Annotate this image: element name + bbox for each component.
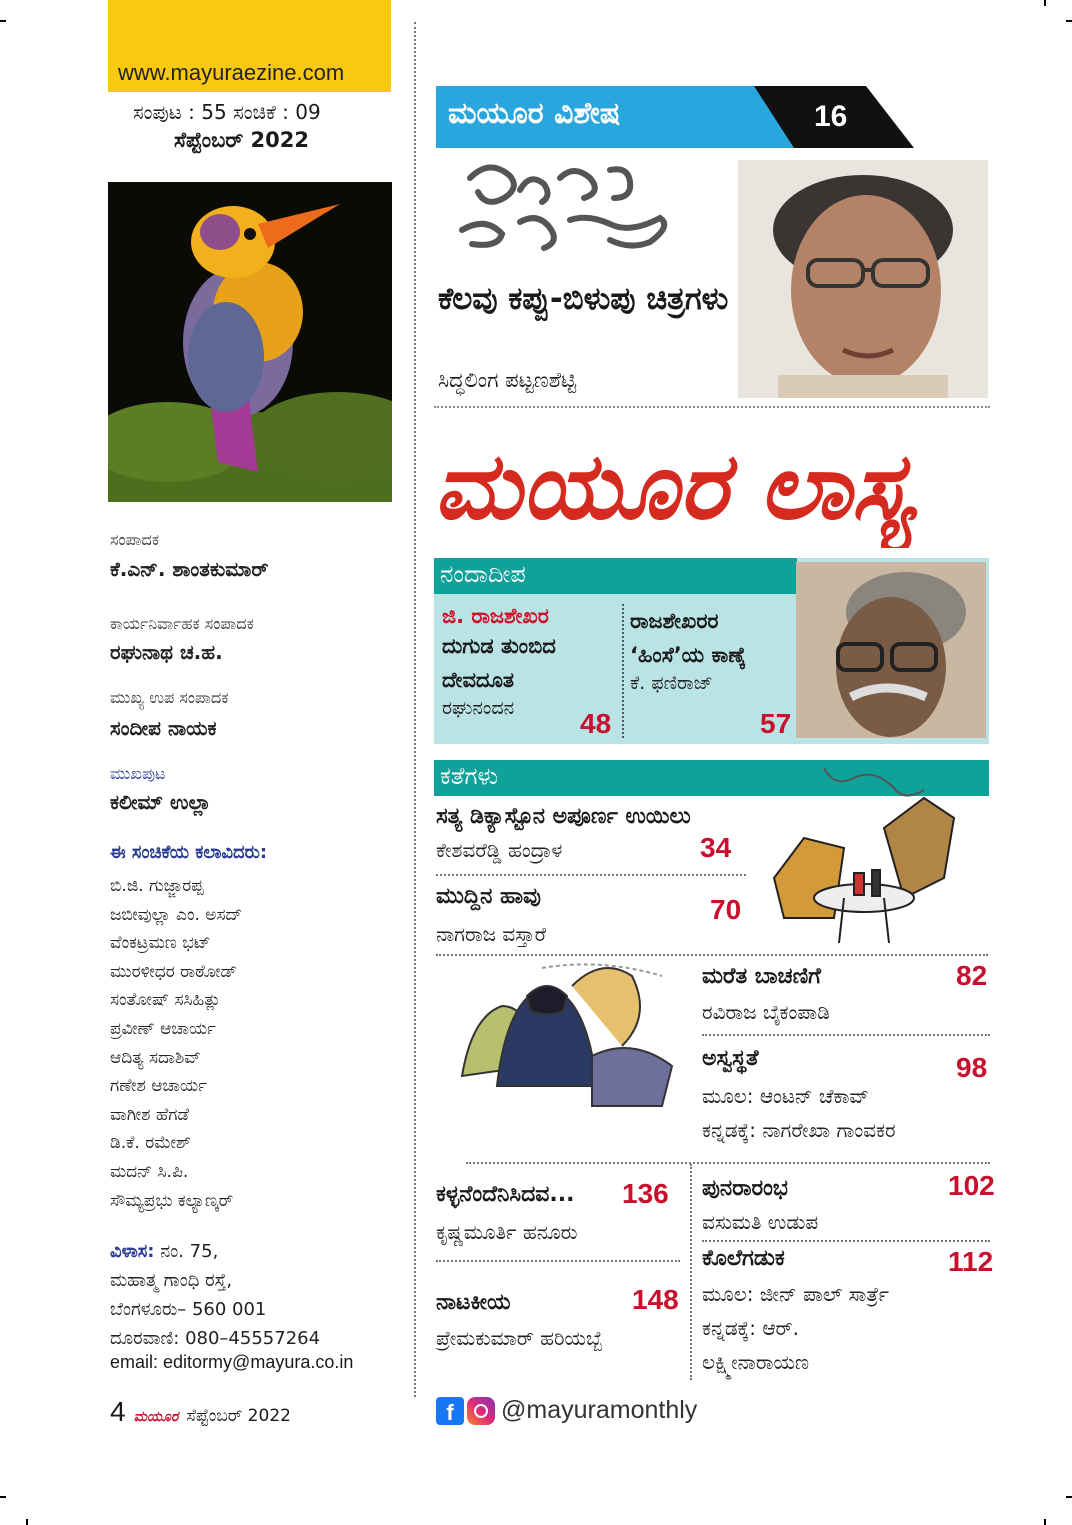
page-number[interactable]: 148 xyxy=(632,1284,679,1315)
social-links xyxy=(436,1396,697,1425)
volume-issue: ಸಂಪುಟ : 55 ಸಂಚಿಕೆ : 09 xyxy=(133,100,321,124)
website-link[interactable]: www.mayuraezine.com xyxy=(118,60,345,85)
chief-subeditor-role: ಮುಖ್ಯ ಉಪ ಸಂಪಾದಕ xyxy=(110,688,229,707)
divider xyxy=(466,1162,990,1164)
artists-heading: ಈ ಸಂಚಿಕೆಯ ಕಲಾವಿದರು: xyxy=(110,842,268,863)
feature-title[interactable]: ಕೆಲವು ಕಪ್ಪು-ಬಿಳುಪು ಚಿತ್ರಗಳು xyxy=(438,281,729,317)
email-label: email: xyxy=(110,1352,159,1372)
divider xyxy=(690,1164,692,1380)
address-block xyxy=(110,1237,320,1353)
stories-heading: ಕತೆಗಳು xyxy=(434,760,989,796)
issue-date: ಸೆಪ್ಟೆಂಬರ್ 2022 xyxy=(174,128,309,152)
nandadeepa-article-right[interactable] xyxy=(630,604,746,694)
smoking-illustration xyxy=(744,758,990,950)
page-number[interactable]: 98 xyxy=(956,1052,988,1083)
crop-mark xyxy=(1066,1496,1072,1498)
crop-mark xyxy=(1066,20,1072,22)
story-title[interactable]: ನಾಟಕೀಯ xyxy=(436,1290,511,1315)
page-number[interactable]: 48 xyxy=(580,708,612,739)
burqa-illustration xyxy=(442,956,692,1108)
crop-mark xyxy=(1044,0,1046,6)
story-title[interactable]: ಅಸ್ವಸ್ಥತೆ xyxy=(702,1046,759,1071)
list-item: ವಾಗೀಶ ಹೆಗಡೆ xyxy=(110,1104,189,1125)
email-line xyxy=(110,1352,353,1373)
story-author: ನಾಗರಾಜ ವಸ್ತಾರೆ xyxy=(436,922,547,946)
special-page-number[interactable]: 16 xyxy=(814,100,848,133)
instagram-icon[interactable] xyxy=(467,1397,495,1425)
page-number[interactable]: 70 xyxy=(710,894,742,925)
column-divider xyxy=(414,22,416,1397)
email-link[interactable]: editormy@mayura.co.in xyxy=(163,1352,354,1372)
story-author: ವಸುಮತಿ ಉಡುಪ xyxy=(702,1210,819,1234)
masthead-band xyxy=(108,0,391,92)
address-line: ಬೆಂಗಳೂರು– 560 001 xyxy=(110,1299,267,1320)
crop-mark xyxy=(0,20,6,22)
article-title: ದುಗುಡ ತುಂಬಿದ ದೇವದೂತ xyxy=(442,634,556,692)
story-title[interactable]: ಪುನರಾರಂಭ xyxy=(702,1176,788,1201)
story-translator: ಕನ್ನಡಕ್ಕೆ: ಆರ್. xyxy=(702,1316,799,1340)
story-title[interactable]: ಮುದ್ದಿನ ಹಾವು xyxy=(436,884,541,909)
crop-mark xyxy=(0,1496,6,1498)
editor-role: ಸಂಪಾದಕ xyxy=(110,530,160,549)
list-item: ಗಣೇಶ ಆಚಾರ್ಯ xyxy=(110,1076,208,1097)
logo-text: ಮಯೂರ ಲಾಸ್ಯ xyxy=(434,433,914,540)
divider xyxy=(702,1034,990,1036)
page-number[interactable]: 136 xyxy=(622,1178,669,1209)
special-section-header xyxy=(436,86,910,148)
magazine-logo: ಮಯೂರ xyxy=(133,1409,179,1425)
address-line: ಮಹಾತ್ಮ ಗಾಂಧಿ ರಸ್ತೆ, xyxy=(110,1270,233,1291)
cover-photo-kingfisher xyxy=(108,182,392,502)
divider xyxy=(702,1240,990,1242)
list-item: ಮುರಳೀಧರ ರಾಠೋಡ್ xyxy=(110,961,237,982)
story-author: ಮೂಲ: ಜೀನ್ ಪಾಲ್ ಸಾರ್ತ್ರೆ xyxy=(702,1282,889,1306)
footer-date: ಸೆಪ್ಟೆಂಬರ್ 2022 xyxy=(186,1406,291,1426)
feature-author: ಸಿದ್ಧಲಿಂಗ ಪಟ್ಟಣಶೆಟ್ಟಿ xyxy=(438,368,577,392)
article-title: ರಾಜಶೇಖರರ xyxy=(630,609,719,633)
page-number: 4 xyxy=(110,1396,126,1427)
list-item: ಡಿ.ಕೆ. ರಮೇಶ್ xyxy=(110,1133,191,1154)
page-number[interactable]: 82 xyxy=(956,960,988,991)
page-number[interactable]: 102 xyxy=(948,1170,995,1201)
nandadeepa-section xyxy=(434,558,989,744)
exec-editor-role: ಕಾರ್ಯನಿರ್ವಾಹಕ ಸಂಪಾದಕ xyxy=(110,614,254,633)
story-author: ಮೂಲ: ಆಂಟನ್ ಚೆಕಾವ್ xyxy=(702,1084,869,1108)
artists-list xyxy=(110,872,242,1215)
divider xyxy=(434,406,990,408)
article-subject: ಜಿ. ರಾಜಶೇಖರ xyxy=(442,604,549,628)
editor-name: ಕೆ.ಎನ್. ಶಾಂತಕುಮಾರ್ xyxy=(110,557,269,581)
phone-number: ದೂರವಾಣಿ: 080–45557264 xyxy=(110,1328,321,1349)
nandadeepa-article-left[interactable] xyxy=(442,604,622,719)
story-translator: ಲಕ್ಷ್ಮೀನಾರಾಯಣ xyxy=(702,1350,810,1374)
divider xyxy=(436,874,746,876)
list-item: ವೆಂಕಟ್ರಮಣ ಭಟ್ xyxy=(110,933,211,954)
divider xyxy=(622,604,624,738)
portrait-photo xyxy=(796,562,986,738)
crop-mark xyxy=(26,1519,28,1525)
facebook-icon[interactable]: f xyxy=(436,1397,464,1425)
article-title: ‘ಹಿಂಸೆ’ಯ ಕಾಣ್ಕೆ xyxy=(630,643,746,667)
list-item: ಬಿ.ಜಿ. ಗುಜ್ಜಾರಪ್ಪ xyxy=(110,876,204,896)
mayura-lasya-logo xyxy=(434,418,989,548)
list-item: ಜಬೀವುಲ್ಲಾ ಎಂ. ಅಸದ್ xyxy=(110,904,243,925)
address-line: ನಂ. 75, xyxy=(160,1241,219,1262)
page-number[interactable]: 34 xyxy=(700,832,732,863)
article-author: ರಘುನಂದನ xyxy=(442,697,515,719)
portrait-photo xyxy=(738,160,988,398)
list-item: ಆದಿತ್ಯ ಸದಾಶಿವ್ xyxy=(110,1047,201,1068)
story-author: ಕೇಶವರೆಡ್ಡಿ ಹಂದ್ರಾಳ xyxy=(436,838,563,862)
story-author: ರವಿರಾಜ ಬೈಕಂಪಾಡಿ xyxy=(702,1000,830,1024)
chief-subeditor-name: ಸಂದೀಪ ನಾಯಕ xyxy=(110,716,217,740)
page-number[interactable]: 112 xyxy=(948,1246,994,1277)
story-title[interactable]: ಕೊಲೆಗಡುಕ xyxy=(702,1246,785,1271)
story-author: ಕೃಷ್ಣಮೂರ್ತಿ ಹನೂರು xyxy=(436,1220,578,1244)
exec-editor-name: ರಘುನಾಥ ಚ.ಹ. xyxy=(110,640,223,664)
cover-role: ಮುಖಪುಟ xyxy=(110,764,166,783)
story-translator: ಕನ್ನಡಕ್ಕೆ: ನಾಗರೇಖಾ ಗಾಂವಕರ xyxy=(702,1118,896,1142)
story-title[interactable]: ಕಳ್ಳನೆಂದೆನಿಸಿದವ... xyxy=(436,1182,575,1207)
page-footer xyxy=(110,1396,291,1428)
article-author: ಕೆ. ಫಣಿರಾಜ್ xyxy=(630,672,713,694)
signature-graphic xyxy=(450,150,720,270)
list-item: ಸಂತೋಷ್ ಸಸಿಹಿತ್ಲು xyxy=(110,990,221,1011)
list-item: ಸೌಮ್ಯಪ್ರಭು ಕಲ್ಯಾಣ್ಕರ್ xyxy=(110,1190,234,1211)
page-number[interactable]: 57 xyxy=(760,708,792,739)
cover-artist-name: ಕಲೀಮ್ ಉಲ್ಲಾ xyxy=(110,790,211,814)
address-label: ವಿಳಾಸ: xyxy=(110,1241,155,1262)
story-title[interactable]: ಸತ್ಯ ಡಿಕ್ಯಾಸ್ಟೊನ ಅಪೂರ್ಣ ಉಯಿಲು xyxy=(436,804,691,829)
list-item: ಪ್ರವೀಣ್ ಆಚಾರ್ಯ xyxy=(110,1018,216,1039)
crop-mark xyxy=(1044,1519,1046,1525)
nandadeepa-heading: ನಂದಾದೀಪ xyxy=(434,558,797,594)
story-author: ಪ್ರೇಮಕುಮಾರ್ ಹರಿಯಬ್ಬೆ xyxy=(436,1326,603,1350)
story-title[interactable]: ಮರೆತ ಬಾಚಣಿಗೆ xyxy=(702,964,821,989)
divider xyxy=(436,1260,680,1262)
special-heading: ಮಯೂರ ವಿಶೇಷ xyxy=(436,86,796,148)
social-handle[interactable]: @mayuramonthly xyxy=(501,1396,698,1424)
list-item: ಮದನ್ ಸಿ.ಪಿ. xyxy=(110,1161,189,1182)
